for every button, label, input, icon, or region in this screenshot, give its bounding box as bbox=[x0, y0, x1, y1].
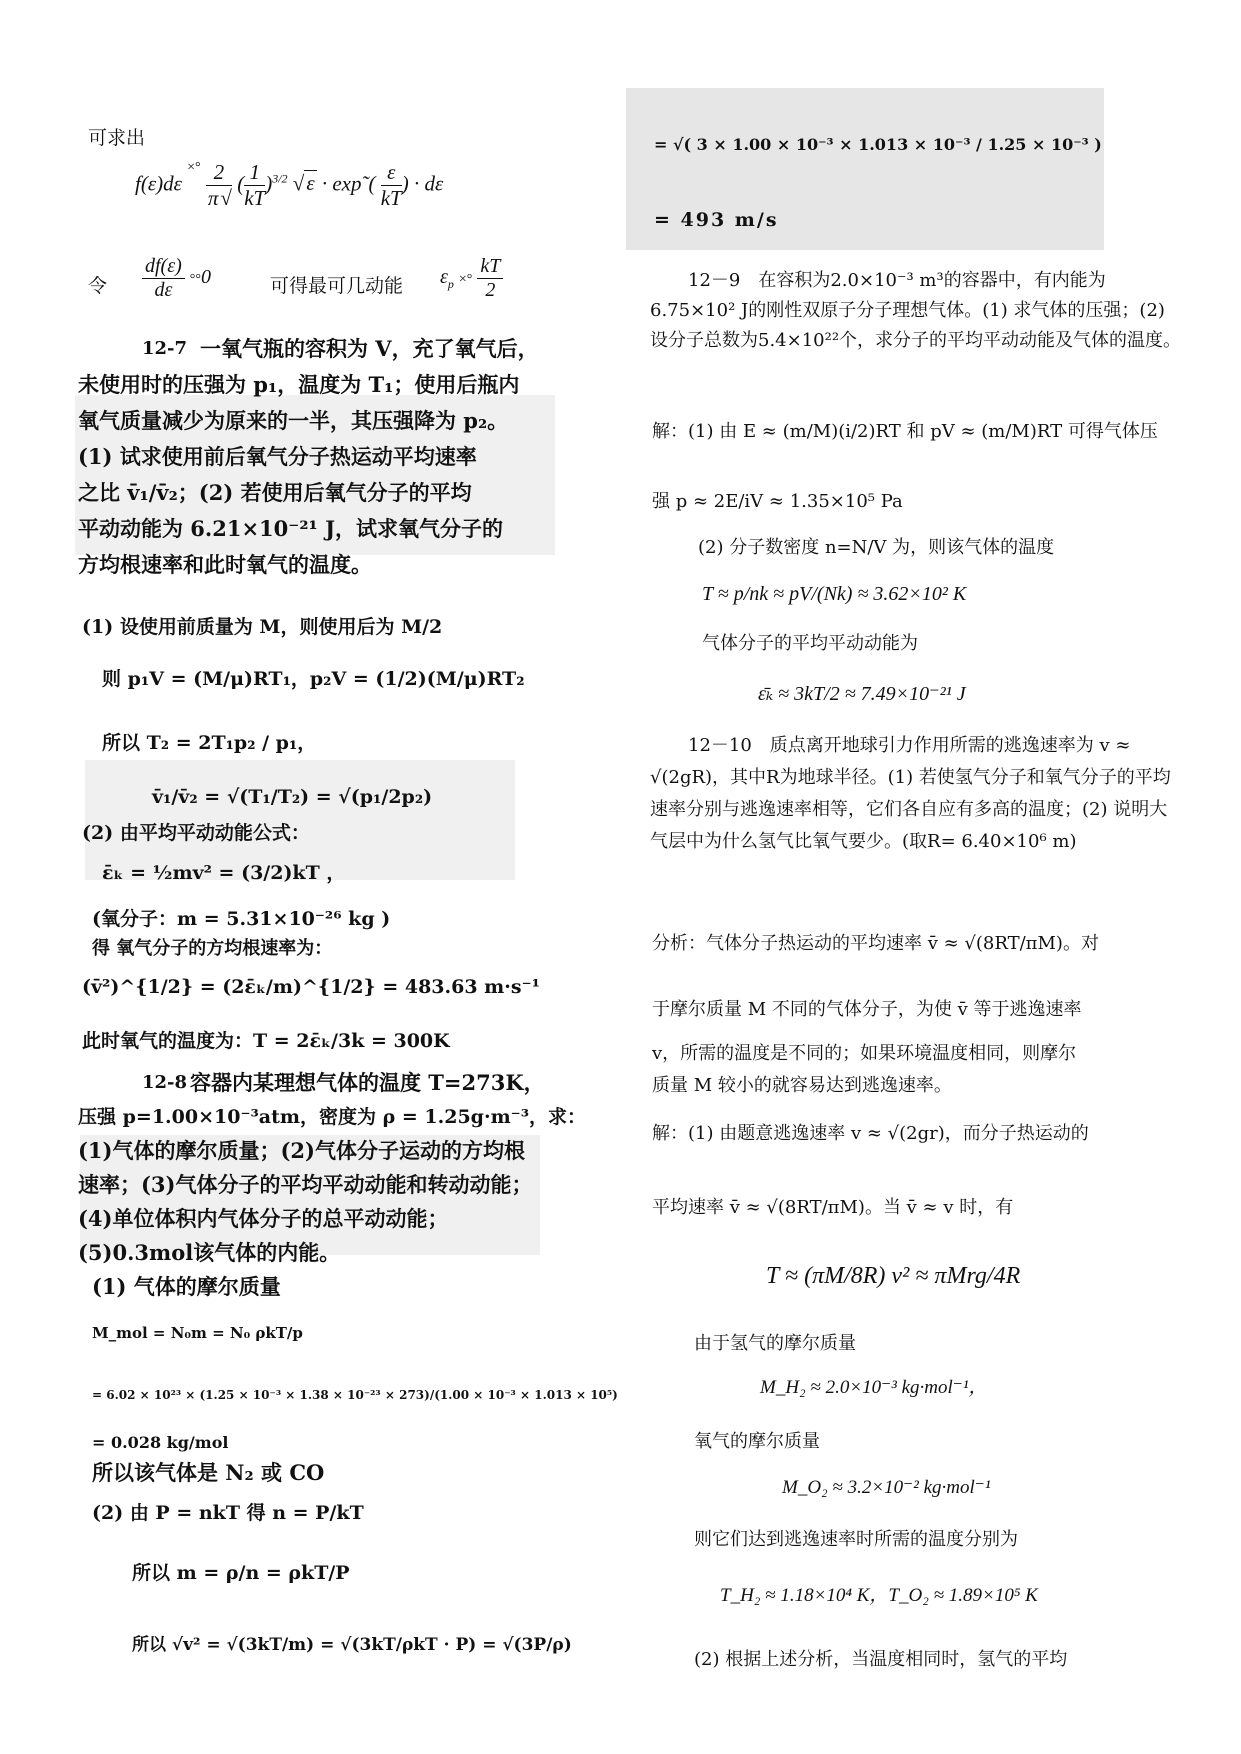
solution-12-8-line: 所以该气体是 N₂ 或 CO bbox=[92, 1460, 325, 1485]
solution-12-10-line: (2) 根据上述分析，当温度相同时，氢气的平均 bbox=[694, 1649, 1068, 1670]
problem-12-7-line: (1) 试求使用前后氧气分子热运动平均速率 bbox=[78, 444, 477, 469]
solution-12-7-line: (2) 由平均平动动能公式： bbox=[82, 822, 310, 844]
formula-lhs: f(ε)dε bbox=[135, 171, 182, 196]
solution-12-7-line: (1) 设使用前质量为 M，则使用后为 M/2 bbox=[82, 616, 443, 638]
problem-12-8-line: 压强 p=1.00×10⁻³atm，密度为 ρ = 1.25g·m⁻³，求： bbox=[78, 1106, 587, 1128]
solution-12-8-line: 所以 m = ρ/n = ρkT/P bbox=[132, 1562, 350, 1584]
solution-12-7-line: 此时氧气的温度为：T = 2ε̄ₖ/3k = 300K bbox=[82, 1030, 450, 1052]
solution-12-10-line: 解：(1) 由题意逃逸速率 v ≈ √(2gr)，而分子热运动的 bbox=[652, 1123, 1089, 1144]
problem-12-7-line: 之比 v̄₁/v̄₂；(2) 若使用后氧气分子的平均 bbox=[78, 480, 472, 505]
solution-12-9-line: 气体分子的平均平动动能为 bbox=[702, 633, 918, 654]
problem-12-8-line: (4)单位体积内气体分子的总平动动能； bbox=[78, 1206, 449, 1231]
solution-12-10-line: M_O₂ ≈ 3.2×10⁻² kg·mol⁻¹ bbox=[782, 1477, 991, 1498]
intro-text: 可求出 bbox=[88, 127, 146, 149]
solution-12-7-line: 得 氧气分子的方均根速率为： bbox=[92, 938, 333, 959]
solution-12-8-line: = 0.028 kg/mol bbox=[92, 1433, 229, 1452]
solution-12-10-line: T ≈ (πM/8R) v² ≈ πMrg/4R bbox=[766, 1263, 1021, 1289]
most-probable-formula: $\varepsilon_p$ ×° $\frac{kT}{2}$ bbox=[440, 255, 503, 302]
solution-12-7-line: v̄₁/v̄₂ = √(T₁/T₂) = √(p₁/2p₂) bbox=[152, 786, 433, 808]
problem-12-7-line: 平动动能为 6.21×10⁻²¹ J，试求氧气分子的 bbox=[78, 516, 504, 541]
distribution-formula: f(ε)dε ×° $\frac{2}{\pi√}$ ( $\frac{1}{kT}$ )$^{3/2}$ √ε · exp˜( $\frac{\varepsilon}{kT}$ ) · dε bbox=[135, 160, 444, 210]
solution-12-8-line: 所以 √v² = √(3kT/m) = √(3kT/ρkT · P) = √(3P/ρ) bbox=[132, 1635, 572, 1655]
problem-12-7-line: 方均根速率和此时氧气的温度。 bbox=[78, 552, 372, 577]
analysis-line: 于摩尔质量 M 不同的气体分子，为使 v̄ 等于逃逸速率 bbox=[652, 999, 1082, 1020]
solution-12-9-line: 解：(1) 由 E ≈ (m/M)(i/2)RT 和 pV ≈ (m/M)RT 可得气体压 bbox=[652, 421, 1158, 442]
analysis-line: v，所需的温度是不同的；如果环境温度相同，则摩尔 bbox=[652, 1043, 1077, 1064]
solution-12-10-line: T_H₂ ≈ 1.18×10⁴ K，T_O₂ ≈ 1.89×10⁵ K bbox=[720, 1585, 1038, 1606]
problem-12-7-line: 一氧气瓶的容积为 V，充了氧气后， bbox=[200, 336, 539, 361]
solution-12-8-line: (1) 气体的摩尔质量 bbox=[92, 1274, 281, 1299]
solution-12-7-line: 则 p₁V = (M/μ)RT₁，p₂V = (1/2)(M/μ)RT₂ bbox=[102, 668, 525, 690]
problem-12-7-line: 氧气质量减少为原来的一半，其压强降为 p₂。 bbox=[78, 408, 509, 433]
solution-12-8-line: = 6.02 × 10²³ × (1.25 × 10⁻³ × 1.38 × 10⁻²³ × 273)/(1.00 × 10⁻³ × 1.013 × 10⁵) bbox=[92, 1388, 618, 1402]
solution-12-9-line: (2) 分子数密度 n=N/V 为，则该气体的温度 bbox=[698, 537, 1055, 558]
solution-12-10-line: M_H₂ ≈ 2.0×10⁻³ kg·mol⁻¹， bbox=[760, 1377, 988, 1398]
derivative-condition: $\frac{df(\varepsilon)}{d\varepsilon}$ °°0 bbox=[142, 255, 211, 302]
solution-12-7-line: (v̄²)^{1/2} = (2ε̄ₖ/m)^{1/2} = 483.63 m·s⁻¹ bbox=[82, 976, 540, 998]
solution-12-8-line: (2) 由 P = nkT 得 n = P/kT bbox=[92, 1502, 364, 1524]
problem-12-7-line: 未使用时的压强为 p₁，温度为 T₁；使用后瓶内 bbox=[78, 372, 520, 397]
problem-12-9: 12－9 在容积为2.0×10⁻³ m³的容器中，有内能为6.75×10² J的刚性双原子分子理想气体。(1) 求气体的压强；(2) 设分子总数为5.4×10²²个，求分子的平均平动动能及气体的温度。 bbox=[650, 270, 1182, 351]
solution-12-7-line: 所以 T₂ = 2T₁p₂ / p₁， bbox=[102, 732, 317, 754]
solution-12-9-line: 强 p ≈ 2E/iV ≈ 1.35×10⁵ Pa bbox=[652, 491, 903, 512]
right-column bbox=[620, 0, 1241, 1754]
analysis-line: 分析：气体分子热运动的平均速率 v̄ ≈ √(8RT/πM)。对 bbox=[652, 933, 1099, 954]
solution-12-7-line: (氧分子：m = 5.31×10⁻²⁶ kg ) bbox=[92, 908, 391, 930]
problem-12-7-number: 12-7 bbox=[142, 338, 188, 359]
calc-line: = 493 m/s bbox=[654, 209, 779, 231]
problem-12-8-line: 速率；(3)气体分子的平均平动动能和转动动能； bbox=[78, 1172, 533, 1197]
problem-12-8-line: (1)气体的摩尔质量；(2)气体分子运动的方均根 bbox=[78, 1138, 525, 1163]
solution-12-9-line: ε̄ₖ ≈ 3kT/2 ≈ 7.49×10⁻²¹ J bbox=[758, 683, 966, 705]
analysis-line: 质量 M 较小的就容易达到逃逸速率。 bbox=[652, 1075, 952, 1096]
problem-12-8-line: (5)0.3mol该气体的内能。 bbox=[78, 1240, 341, 1265]
problem-12-10: 12－10 质点离开地球引力作用所需的逃逸速率为 v ≈ √(2gR)，其中R为地球半径。(1) 若使氢气分子和氧气分子的平均速率分别与逃逸速率相等，它们各自应有多高的温度；(2) 说明大气层中为什么氢气比氧气要少。(取R= 6.40×10⁶ m) bbox=[650, 735, 1171, 852]
calc-line: = √( 3 × 1.00 × 10⁻³ × 1.013 × 10⁻³ / 1.25 × 10⁻³ ) bbox=[654, 135, 1102, 154]
solution-12-10-line: 由于氢气的摩尔质量 bbox=[694, 1333, 856, 1354]
solution-12-10-line: 氧气的摩尔质量 bbox=[694, 1431, 820, 1452]
problem-12-8-line: 容器内某理想气体的温度 T=273K， bbox=[190, 1070, 545, 1095]
most-probable-text: 可得最可几动能 bbox=[270, 275, 404, 297]
left-column bbox=[0, 0, 620, 1754]
ling-label: 令 bbox=[88, 275, 108, 297]
solution-12-10-line: 平均速率 v̄ ≈ √(8RT/πM)。当 v̄ ≈ v 时，有 bbox=[652, 1197, 1014, 1218]
solution-12-9-line: T ≈ p/nk ≈ pV/(Nk) ≈ 3.62×10² K bbox=[702, 583, 967, 605]
solution-12-10-line: 则它们达到逃逸速率时所需的温度分别为 bbox=[694, 1529, 1018, 1550]
solution-12-7-line: ε̄ₖ = ½mv² = (3/2)kT ， bbox=[102, 862, 346, 884]
problem-12-8-number: 12-8 bbox=[142, 1072, 188, 1093]
solution-12-8-line: M_mol = N₀m = N₀ ρkT/p bbox=[92, 1324, 303, 1342]
